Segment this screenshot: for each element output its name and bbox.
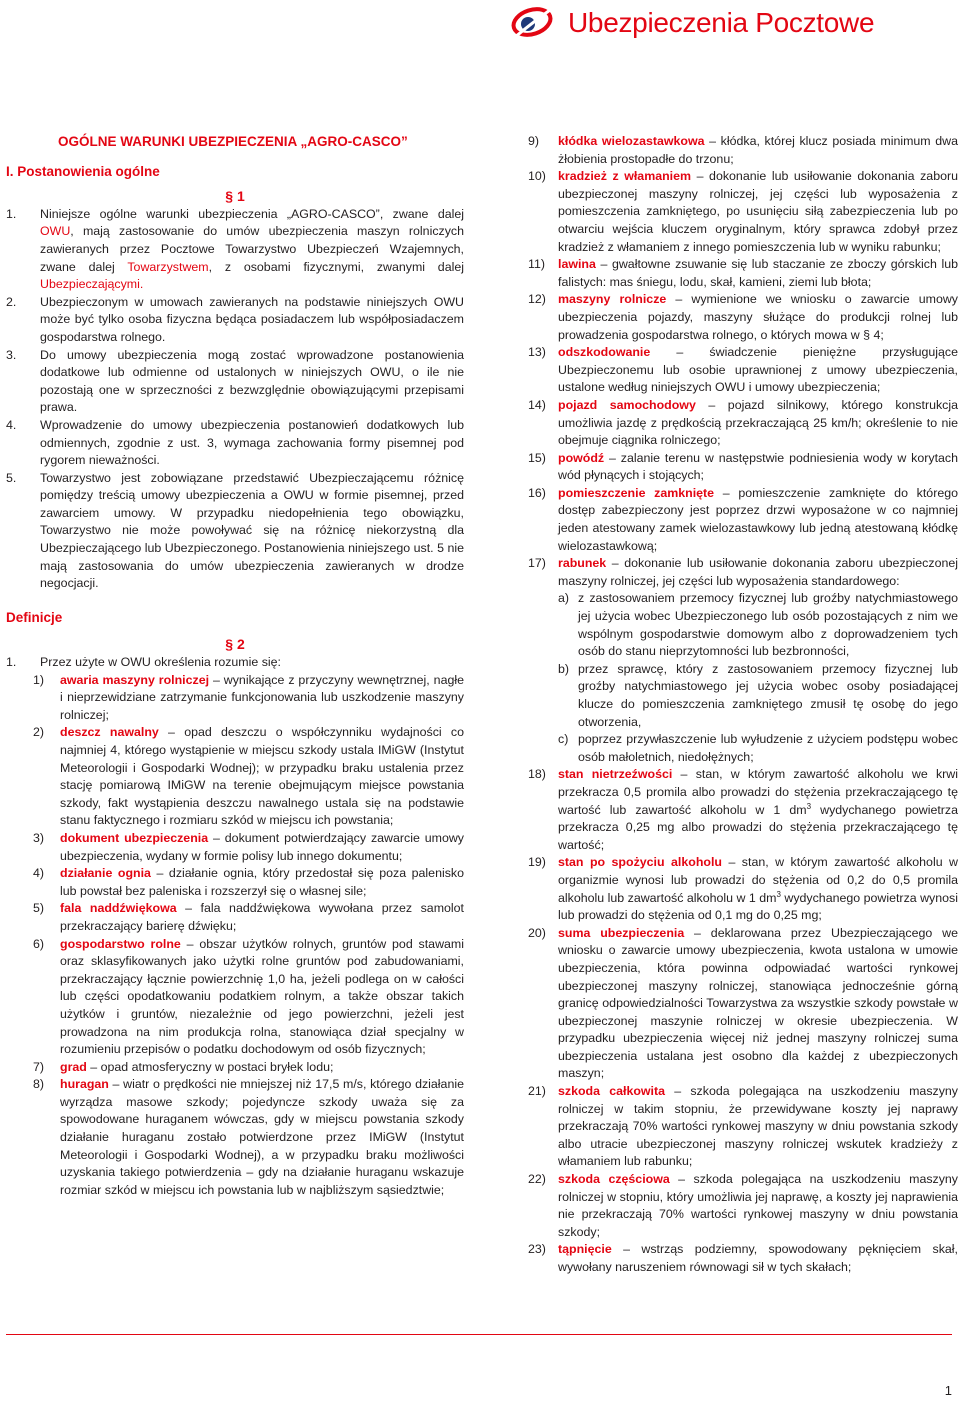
definitions-left-list (6, 672, 464, 1200)
definition-term: kradzież z włamaniem (558, 169, 692, 184)
definition-text: pomieszczenie zamknięte – pomieszczenie zamknięte do którego dostęp zabezpieczony jest poprzez drzwi wyposażone w co najmniej jeden atestowany zamek wielozastawkowy lub jedną atestowaną kłódkę wielozastawkową; (558, 485, 958, 553)
definition-item (528, 291, 958, 344)
definition-text: maszyny rolnicze – wymienione we wniosku o zawarcie umowy ubezpieczenia pojazdy, maszyny służące do produkcji rolnej lub prowadzenia gospodarstwa rolnego, o których mowa w § 4; (558, 292, 958, 342)
definition-number: 11) (528, 257, 545, 272)
definition-number: 21) (528, 1084, 546, 1099)
definition-term: szkoda częściowa (558, 1172, 670, 1187)
definition-term: działanie ognia (60, 866, 151, 881)
definition-number: 14) (528, 397, 546, 412)
definition-number: 15) (528, 450, 546, 465)
definition-text: grad – opad atmosferyczny w postaci bryłek lodu; (60, 1059, 334, 1074)
definition-item (528, 766, 958, 854)
brand-name: Ubezpieczenia Pocztowe (568, 7, 875, 38)
definition-item (33, 865, 464, 900)
definition-item (528, 1241, 958, 1276)
definition-item (33, 830, 464, 865)
list-item (6, 206, 464, 294)
brand-logo-icon (510, 4, 554, 44)
definition-number: 4) (33, 866, 45, 881)
definition-term: szkoda całkowita (558, 1084, 666, 1099)
list-item: 3. Do umowy ubezpieczenia mogą zostać wprowadzone postanowienia dodatkowe lub odmienne od ustalonych w niniejszych OWU, o ile nie pozostają one w sprzeczności z bezwzględnie obowiązującymi przepisami prawa. (6, 347, 464, 415)
list-item: 5. Towarzystwo jest zobowiązane przedstawić Ubezpieczającemu różnicę pomiędzy treścią umowy ubezpieczenia a OWU w formie pisemnej, przed zawarciem umowy. W przypadku niedopełnienia tego obowiązku, Towarzystwo nie może powoływać się na różnicę niekorzystną dla Ubezpieczającego lub Ubezpieczonego. Postanowienia niniejszego ust. 5 nie mają zastosowania do umów ubezpieczenia zawieranych w drodze negocjacji. (6, 470, 464, 591)
definition-number: 12) (528, 292, 546, 307)
definition-text: tąpnięcie – wstrząs podziemny, spowodowany pęknięciem skał, wywołany naruszeniem równowagi sił w tych skałach; (558, 1242, 958, 1274)
term-owu: OWU (40, 224, 71, 239)
definition-term: lawina (558, 257, 596, 272)
definition-item (528, 450, 958, 485)
header (0, 0, 960, 60)
definition-number: 3) (33, 830, 45, 845)
definition-item (33, 900, 464, 935)
definition-text: awaria maszyny rolniczej – wynikające z przyczyny wewnętrznej, nagłe i nieprzewidziane zatrzymanie funkcjonowania lub uszkodzenie maszyny rolniczej; (60, 672, 464, 722)
definition-number: 7) (33, 1059, 45, 1074)
definition-number: 19) (528, 855, 546, 870)
definition-number: 5) (33, 901, 45, 916)
definition-item (33, 1059, 464, 1077)
definitions-right-list (528, 133, 958, 1277)
definition-text: pojazd samochodowy – pojazd silnikowy, którego konstrukcja umożliwia jazdę z prędkością przekraczającą 25 km/h; określenie to nie obejmuje ciągnika rolniczego; (558, 397, 958, 448)
document-title: OGÓLNE WARUNKI UBEZPIECZENIA „AGRO-CASCO” (58, 134, 408, 149)
definition-text: gospodarstwo rolne – obszar użytków rolnych, gruntów pod stawami oraz sklasyfikowanych jako użytki rolne gruntów pod zabudowaniami, przekraczający łącznie powierzchnię 1,0 ha, jeżeli podlega on w całości lub części opodatkowaniu podatkiem rolnym, a także obszar takich użytków i gruntów, niezależnie od jego powierzchni, jeżeli jest prowadzona na nim produkcja rolna, stanowiąca dział specjalny w rozumieniu przepisów o podatku dochodowym od osób fizycznych; (60, 936, 464, 1057)
definition-item (33, 672, 464, 725)
section-definitions-heading: Definicje (6, 609, 63, 625)
definition-text: działanie ognia – działanie ognia, który przedostał się poza palenisko lub powstał bez paleniska i rozszerzył się o własnej sile; (60, 866, 464, 898)
definition-text: szkoda częściowa – szkoda polegająca na uszkodzeniu maszyny rolniczej w stopniu, który umożliwia jej naprawę, a koszty jej naprawienia nie przekraczają 70% wartości rynkowej maszyny w dniu powstania szkody; (558, 1172, 959, 1239)
definition-number: 16) (528, 485, 546, 500)
definition-item (33, 724, 464, 830)
definition-text: suma ubezpieczenia – deklarowana przez Ubezpieczającego we wniosku o zawarcie umowy ubezpieczenia, kwota ustalona w umowie ubezpieczenia, która powinna odpowiadać wartości rynkowej ubezpieczonej maszyny rolniczej, stanowiąca jednocześnie górną granicę odpowiedzialności Towarzystwa za wszystkie szkody powstałe w ubezpieczonej maszynie rolniczej w okresie ubezpieczenia. W przypadku ubezpieczenia więcej niż jednej maszyny rolniczej suma ubezpieczenia ustalana jest osobno dla każdej z ubezpieczonych maszyn; (558, 925, 958, 1081)
definition-term: kłódka wielozastawkowa (558, 134, 705, 148)
item-number: 1. (6, 206, 17, 221)
definition-term: suma ubezpieczenia (558, 925, 685, 940)
definition-term: pojazd samochodowy (558, 397, 696, 412)
definition-text: rabunek – dokonanie lub usiłowanie dokonania zaboru ubezpieczonej maszyny rolniczej, jej części lub wyposażenia standardowego: (558, 556, 958, 588)
definition-item (33, 1076, 464, 1199)
item-text: Niniejsze ogólne warunki ubezpieczenia „AGRO-CASCO”, zwane dalej OWU, mają zastosowanie do umów ubezpieczenia maszyn rolniczych zawieranych przez Pocztowe Towarzystwo Ubezpieczeń Wzajemnych, zwane dalej Towarzystwem, z osobami fizycznymi, zwanymi dalej Ubezpieczającymi. (40, 206, 464, 292)
definition-text: fala naddźwiękowa – fala naddźwiękowa wywołana przez samolot przekraczający barierę dźwięku; (60, 901, 464, 933)
definition-number: 9) (528, 134, 540, 148)
list-item: 4. Wprowadzenie do umowy ubezpieczenia postanowień dodatkowych lub odmiennych, zgodnie z ust. 3, wymaga zachowania formy pisemnej pod rygorem nieważności. (6, 417, 464, 468)
definition-item (33, 936, 464, 1059)
definition-text: huragan – wiatr o prędkości nie mniejszej niż 17,5 m/s, którego działanie wyrządza masowe szkody; pojedyncze szkody uważa się za spowodowane huraganem wówczas, gdy w miejscu powstania szkody działanie huraganu zostało potwierdzone przez IMiGW (Instytut Meteorologii i Gospodarki Wodnej), a w przypadku braku możliwości uzyskania takiego potwierdzenia – gdy na działanie huraganu wskazuje rozmiar szkód w miejscu ich powstania lub w najbliższym sąsiedztwie; (60, 1077, 464, 1197)
definition-number: 20) (528, 925, 546, 940)
definition-text: szkoda całkowita – szkoda polegająca na uszkodzeniu maszyny rolniczej w takim stopniu, że przewidywane koszty jej naprawy przekraczają 70% wartości rynkowej maszyny w dniu powstania szkody albo utracie ubezpieczonej maszyny rolniczej wskutek kradzieży z włamaniem lub rabunku; (558, 1084, 958, 1169)
definition-item (528, 344, 958, 397)
definition-term: huragan (60, 1077, 109, 1092)
definition-item (528, 256, 958, 291)
term-towarzystwo: Towarzystwem (127, 259, 209, 274)
sub-item: a) z zastosowaniem przemocy fizycznej lub groźby natychmiastowego jej użycia wobec Ubezpieczonego lub osób pozostających z nim we wspólnym gospodarstwie domowym albo z doprowadzeniem tych osób do stanu nieprzytomności lub bezbronności, (558, 591, 958, 659)
definition-term: stan nietrzeźwości (558, 767, 673, 782)
section-general-heading: I. Postanowienia ogólne (6, 163, 160, 179)
definitions-intro: 1. Przez użyte w OWU określenia rozumie się: (6, 655, 282, 670)
definition-item (528, 1083, 958, 1171)
definition-term: powódź (558, 450, 605, 465)
definition-text: kradzież z włamaniem – dokonanie lub usiłowanie dokonania zaboru ubezpieczonej maszyny rolniczej, jej części lub wyposażenia z pomieszczenia zamkniętego, po usunięciu siłą zabezpieczenia lub po otwarciu wejścia kluczem oryginalnym, który sprawca zdobył przez kradzież z włamaniem z innego pomieszczenia lub w wyniku rabunku; (558, 169, 958, 254)
paragraph-2-heading: § 2 (225, 636, 245, 653)
definition-item (528, 555, 958, 590)
definition-term: grad (60, 1059, 87, 1074)
definition-term: deszcz nawalny (60, 725, 159, 740)
definition-text: lawina – gwałtowne zsuwanie się lub staczanie ze zboczy górskich lub falistych: mas śniegu, lodu, skał, kamieni, ziemi lub błota; (558, 257, 958, 289)
definition-item (528, 133, 958, 168)
definition-term: maszyny rolnicze (558, 292, 667, 307)
definition-number: 6) (33, 936, 45, 951)
definition-number: 8) (33, 1077, 45, 1092)
definition-text: powódź – zalanie terenu w następstwie podniesienia wody w korytach wód płynących i stojących; (558, 450, 958, 483)
sub-item: b) przez sprawcę, który z zastosowaniem przemocy fizycznej lub groźby natychmiastowego jej użycia wobec osoby posiadającej klucze do pomieszczenia zamkniętego zmusił tę osobę do jego otworzenia, (558, 661, 958, 729)
definition-item (528, 1171, 958, 1241)
definition-item (528, 854, 958, 924)
definition-number: 10) (528, 169, 546, 184)
definition-text: deszcz nawalny – opad deszczu o współczynniku wydajności co najmniej 4, którego wystąpienie w miejscu szkody ustala IMiGW (Instytut Meteorologii i Gospodarki Wodnej); w przypadku braku ustalenia przez stację pomiarową IMiGW na terenie obejmującym miejsce powstania szkody, fakt wystąpienia deszczu nawalnego ustala się na podstawie stanu faktycznego i rozmiaru szkód w miejscu ich powstania; (60, 725, 465, 828)
definition-term: awaria maszyny rolniczej (60, 672, 210, 687)
sub-item: c) poprzez przywłaszczenie lub wyłudzenie z użyciem podstępu wobec osób małoletnich, niedołężnych; (558, 732, 958, 764)
definition-text: stan nietrzeźwości – stan, w którym zawartość alkoholu we krwi przekracza 0,5 promila albo prowadzi do stężenia przekraczającego tę wartość lub zawartość alkoholu w 1 $dm^3$ wydychanego powietrza przekracza 0,25 mg albo prowadzi do stężenia przekraczającego tę wartość; (558, 767, 958, 852)
page-number: 1 (944, 1383, 952, 1398)
right-column (528, 133, 958, 1277)
definition-number: 1) (33, 672, 45, 687)
definition-text: dokument ubezpieczenia – dokument potwierdzający zawarcie umowy ubezpieczenia, wydany w formie polisy lub innego dokumentu; (60, 830, 464, 863)
definition-item (528, 925, 958, 1083)
definition-term: gospodarstwo rolne (60, 936, 181, 951)
definition-number: 2) (33, 725, 45, 740)
definition-term: odszkodowanie (558, 345, 651, 360)
definition-term: rabunek (558, 556, 607, 571)
definition-number: 22) (528, 1172, 546, 1187)
definition-term: stan po spożyciu alkoholu (558, 855, 722, 870)
left-column (6, 133, 464, 1199)
definition-number: 17) (528, 556, 546, 571)
definition-number: 18) (528, 767, 546, 782)
definition-item (528, 397, 958, 450)
term-ubezpieczajacy: Ubezpieczającymi (40, 277, 140, 292)
definition-text: stan po spożyciu alkoholu – stan, w którym zawartość alkoholu w organizmie wynosi lub prowadzi do stężenia od 0,2 do 0,5 promila alkoholu lub zawartość alkoholu w 1 $dm^3$ wydychanego powietrza wynosi lub prowadzi do stężenia od 0,1 mg do 0,25 mg; (558, 855, 959, 923)
footer-divider (6, 1334, 952, 1335)
definition-text: kłódka wielozastawkowa – kłódka, której klucz posiada minimum dwa żłobienia prostopadłe do trzonu; (558, 134, 958, 166)
definition-number: 13) (528, 345, 546, 360)
definition-term: tąpnięcie (558, 1242, 612, 1257)
definition-text: odszkodowanie – świadczenie pieniężne przysługujące Ubezpieczonemu lub osobie uprawnionej z umowy ubezpieczenia, ustalone według niniejszych OWU i umowy ubezpieczenia; (558, 345, 958, 395)
definition-term: pomieszczenie zamknięte (558, 485, 715, 500)
paragraph-1-heading: § 1 (225, 188, 245, 205)
definition-item (528, 168, 958, 256)
definition-number: 23) (528, 1242, 546, 1257)
definition-item (528, 485, 958, 555)
definition-term: fala naddźwiękowa (60, 901, 177, 916)
list-item: 2. Ubezpieczonym w umowach zawieranych na podstawie niniejszych OWU może być tylko osoba fizyczna będąca posiadaczem lub współposiadaczem gospodarstwa rolnego. (6, 294, 464, 344)
definition-term: dokument ubezpieczenia (60, 830, 209, 845)
